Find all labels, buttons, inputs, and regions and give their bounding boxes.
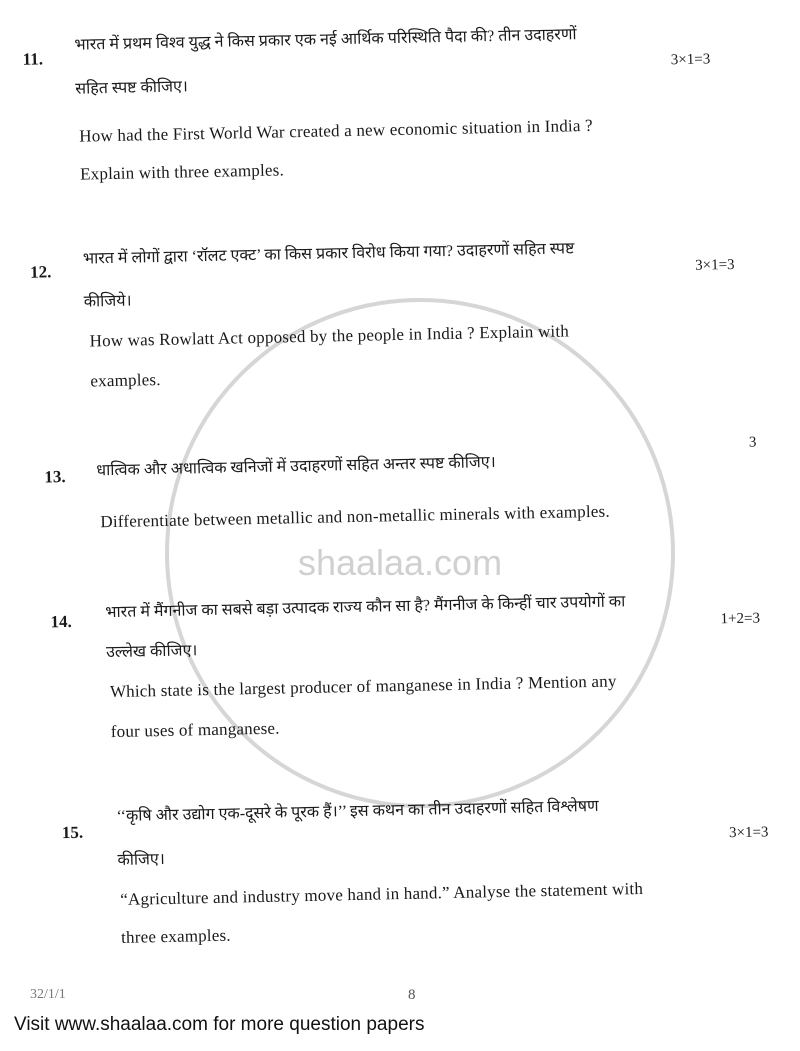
question-11 bbox=[0, 0, 789, 184]
question-hindi-line: भारत में लोगों द्वारा ‘रॉलट एक्ट’ का किस प्रकार विरोध किया गया? उदाहरणों सहित स्पष्ट bbox=[82, 240, 575, 268]
question-english-line: How was Rowlatt Act opposed by the people in India ? Explain with bbox=[89, 321, 570, 351]
question-hindi-line: भारत में मैंगनीज का सबसे बड़ा उत्पादक राज्य कौन सा है? मैंगनीज के किन्हीं चार उपयोगों का bbox=[105, 593, 626, 622]
question-hindi-line: उल्लेख कीजिए। bbox=[105, 642, 198, 662]
question-english-line: How had the First World War created a new economic situation in India ? bbox=[79, 115, 594, 146]
question-hindi-line: कीजिये। bbox=[83, 292, 132, 311]
watermark-logo: shaalaa.com bbox=[297, 542, 503, 583]
question-hindi-line: ‘‘कृषि और उद्योग एक-दूसरे के पूरक हैं।’’ इस कथन का तीन उदाहरणों सहित विश्लेषण bbox=[116, 797, 599, 826]
question-marks: 3×1=3 bbox=[728, 824, 769, 842]
question-marks: 3×1=3 bbox=[670, 51, 711, 69]
paper-code: 32/1/1 bbox=[30, 987, 66, 1002]
question-hindi-line: कीजिए। bbox=[117, 851, 166, 869]
question-number: 15. bbox=[61, 822, 84, 843]
question-english-line: four uses of manganese. bbox=[110, 718, 280, 742]
question-english-line: Explain with three examples. bbox=[79, 160, 285, 184]
question-marks: 3×1=3 bbox=[694, 256, 735, 274]
question-number: 14. bbox=[50, 611, 72, 632]
question-number: 12. bbox=[29, 262, 52, 282]
question-english-line: Differentiate between metallic and non-metallic minerals with examples. bbox=[100, 501, 611, 532]
question-english-line: Which state is the largest producer of manganese in India ? Mention any bbox=[109, 671, 617, 702]
question-english-line: “Agriculture and industry move hand in hand.” Analyse the statement with bbox=[120, 878, 644, 909]
question-english-line: examples. bbox=[90, 369, 161, 391]
question-hindi-line: भारत में प्रथम विश्व युद्ध ने किस प्रकार एक नई आर्थिक परिस्थिति पैदा की? तीन उदाहरणों bbox=[74, 26, 577, 54]
question-english-line: three examples. bbox=[120, 925, 231, 947]
question-number: 13. bbox=[44, 466, 66, 487]
question-marks: 1+2=3 bbox=[720, 610, 761, 628]
question-number: 11. bbox=[22, 49, 44, 69]
question-hindi-line: सहित स्पष्ट कीजिए। bbox=[75, 78, 189, 98]
footer-visit-link[interactable]: Visit www.shaalaa.com for more question papers bbox=[14, 1014, 425, 1035]
question-hindi-line: धात्विक और अधात्विक खनिजों में उदाहरणों सहित अन्तर स्पष्ट कीजिए। bbox=[96, 453, 496, 480]
question-marks: 3 bbox=[748, 434, 757, 451]
page-number: 8 bbox=[408, 987, 416, 1003]
